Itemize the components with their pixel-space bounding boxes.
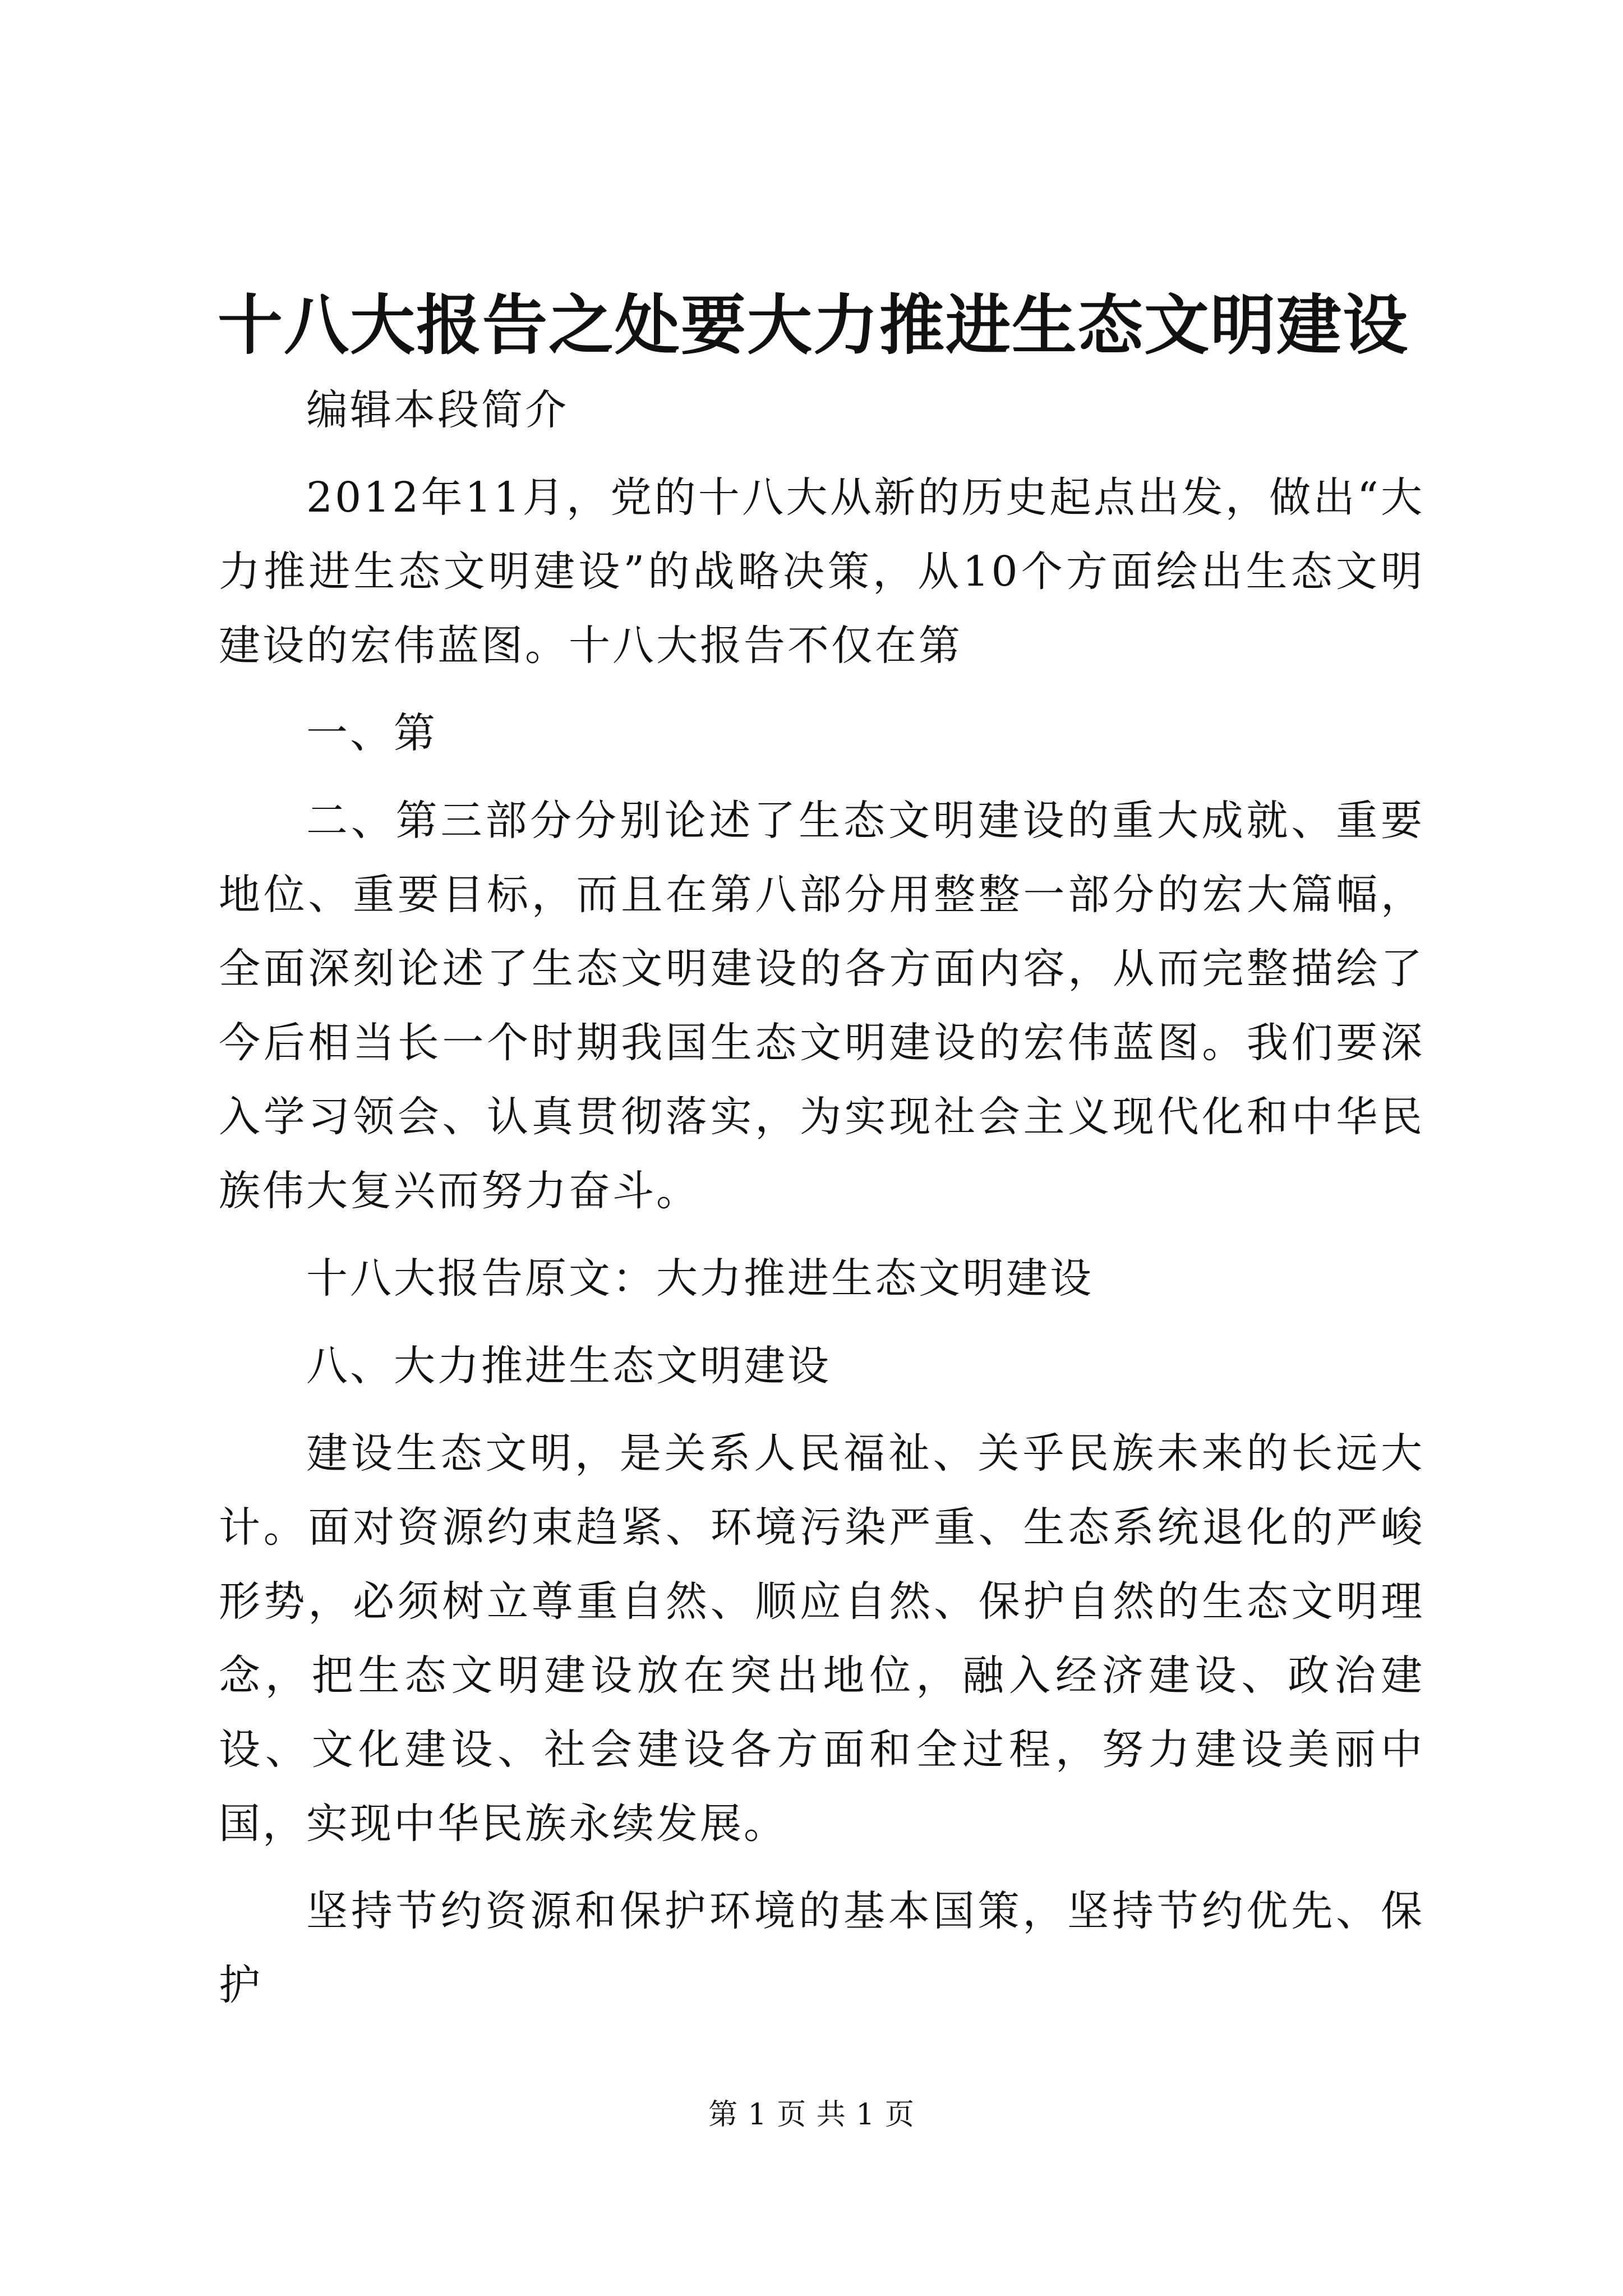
paragraph-intro: 2012年11月，党的十八大从新的历史起点出发，做出“大力推进生态文明建设”的战略决策，从10个方面绘出生态文明建设的宏伟蓝图。十八大报告不仅在第 [219, 473, 1424, 670]
paragraph-original-text-heading: 十八大报告原文：大力推进生态文明建设 [306, 1254, 1094, 1303]
paragraph-ecological-civilization: 建设生态文明，是关系人民福祉、关乎民族未来的长远大计。面对资源约束趋紧、环境污染严重、生态系统退化的严峻形势，必须树立尊重自然、顺应自然、保护自然的生态文明理念，把生态文明建设放在突出地位，融入经济建设、政治建设、文化建设、社会建设各方面和全过程，努力建设美丽中国，实现中华民族永续发展。 [219, 1429, 1424, 1848]
paragraph-part-two: 二、第三部分分别论述了生态文明建设的重大成就、重要地位、重要目标，而且在第八部分用整整一部分的宏大篇幅，全面深刻论述了生态文明建设的各方面内容，从而完整描绘了今后相当长一个时期我国生态文明建设的宏伟蓝图。我们要深入学习领会、认真贯彻落实，为实现社会主义现代化和中华民族伟大复兴而努力奋斗。 [219, 797, 1424, 1215]
document-body [219, 373, 1424, 2022]
page-number-footer: 第 1 页 共 1 页 [708, 2098, 915, 2132]
document-title: 十八大报告之处要大力推进生态文明建设 [218, 287, 1409, 364]
paragraph-part-one: 一、第 [306, 709, 437, 757]
paragraph-intro-heading: 编辑本段简介 [306, 386, 569, 434]
paragraph-basic-policy: 坚持节约资源和保护环境的基本国策，坚持节约优先、保护 [219, 1887, 1424, 2009]
section-heading-eight: 八、大力推进生态文明建设 [306, 1342, 831, 1390]
